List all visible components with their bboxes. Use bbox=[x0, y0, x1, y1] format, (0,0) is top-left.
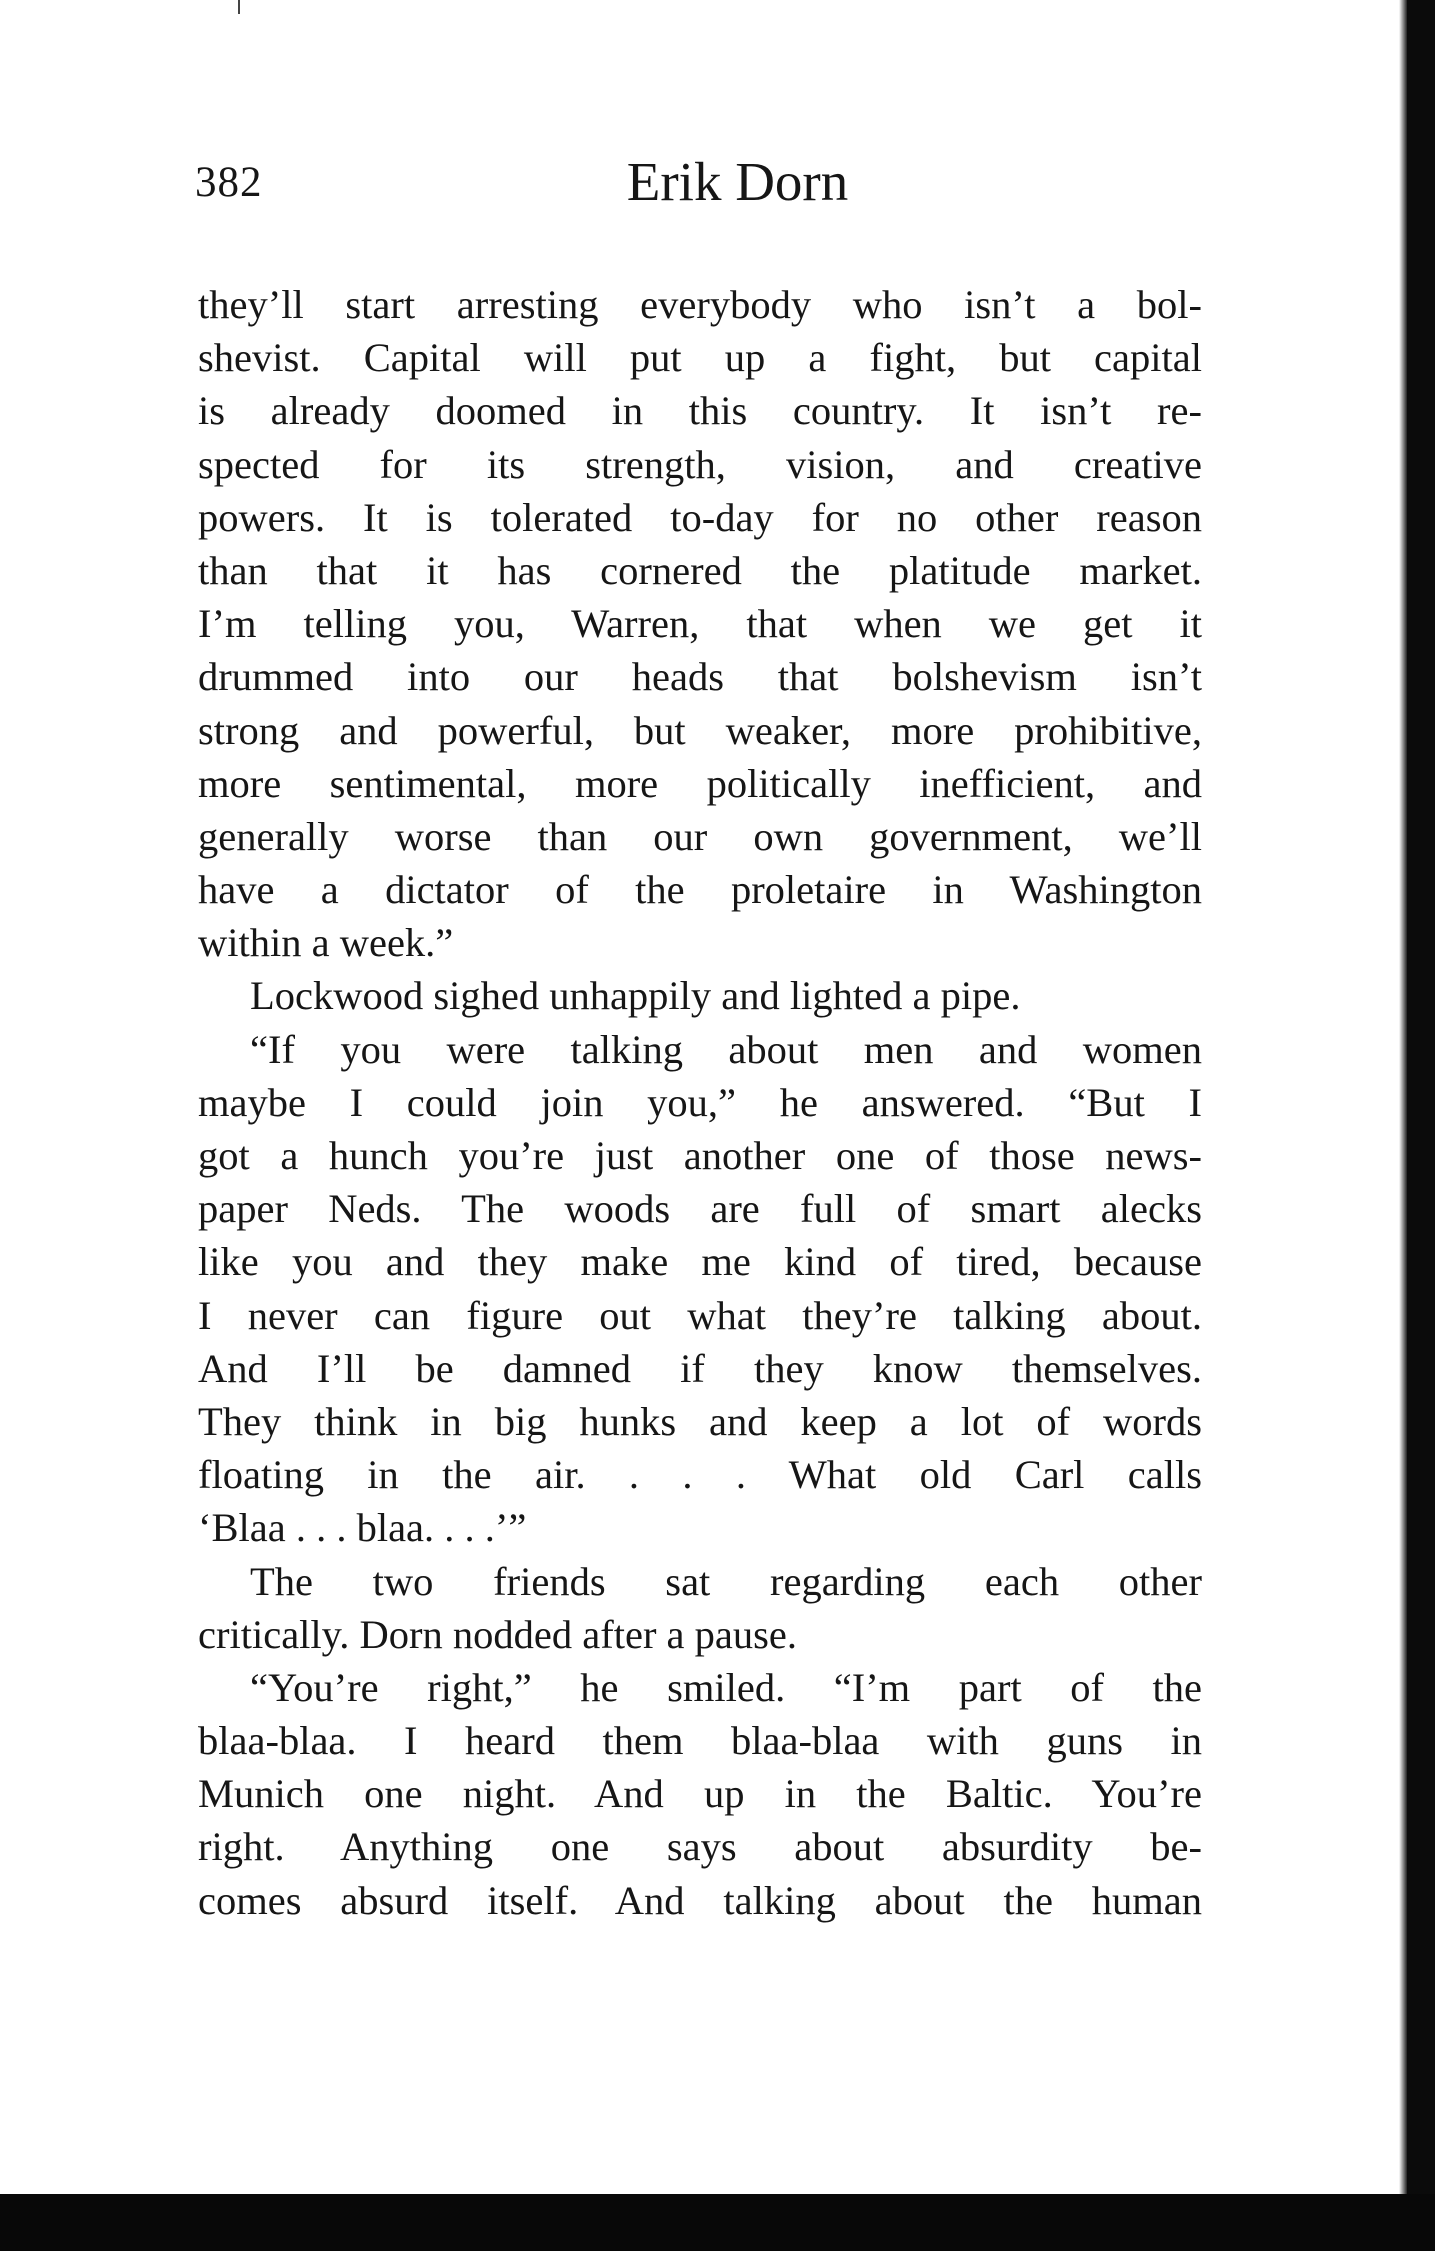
text-line: ‘Blaa . . . blaa. . . .’” bbox=[198, 1505, 527, 1551]
binding-shadow bbox=[1399, 0, 1407, 2200]
text-line: paper Neds. The woods are full of smart alecks bbox=[198, 1186, 1202, 1232]
scan-mark bbox=[238, 0, 240, 14]
scan-bottom-edge bbox=[0, 2194, 1435, 2251]
text-line: Munich one night. And up in the Baltic. You’re bbox=[198, 1771, 1202, 1817]
page-number: 382 bbox=[195, 159, 263, 206]
text-line: blaa-blaa. I heard them blaa-blaa with guns in bbox=[198, 1718, 1202, 1764]
text-line: more sentimental, more politically inefficient, and bbox=[198, 760, 1202, 806]
text-line: generally worse than our own government, we’ll bbox=[198, 813, 1202, 859]
text-line: within a week.” bbox=[198, 920, 454, 966]
text-line: got a hunch you’re just another one of those news- bbox=[198, 1133, 1202, 1178]
body-text bbox=[198, 278, 1202, 1927]
text-line: they’ll start arresting everybody who isn’t a bol- bbox=[198, 282, 1202, 327]
text-line: They think in big hunks and keep a lot of words bbox=[198, 1398, 1202, 1444]
text-line: have a dictator of the proletaire in Washington bbox=[198, 867, 1202, 913]
text-line: powers. It is tolerated to-day for no other reason bbox=[198, 494, 1202, 540]
text-line: I’m telling you, Warren, that when we get it bbox=[198, 601, 1202, 647]
text-line: maybe I could join you,” he answered. “But I bbox=[198, 1079, 1202, 1125]
text-line: shevist. Capital will put up a fight, but capital bbox=[198, 335, 1202, 381]
text-line: spected for its strength, vision, and creative bbox=[198, 441, 1202, 487]
text-line: floating in the air. . . . What old Carl calls bbox=[198, 1452, 1202, 1498]
binding-edge bbox=[1407, 0, 1435, 2251]
running-head-title: Erik Dorn bbox=[626, 151, 849, 212]
text-line: critically. Dorn nodded after a pause. bbox=[198, 1611, 797, 1657]
text-line: comes absurd itself. And talking about the human bbox=[198, 1877, 1202, 1923]
text-line: The two friends sat regarding each other bbox=[250, 1558, 1202, 1604]
text-line: right. Anything one says about absurdity be- bbox=[198, 1824, 1202, 1870]
text-line: I never can figure out what they’re talking about. bbox=[198, 1292, 1202, 1338]
text-line: “You’re right,” he smiled. “I’m part of the bbox=[250, 1664, 1202, 1710]
text-line: And I’ll be damned if they know themselves. bbox=[198, 1345, 1202, 1391]
text-line: than that it has cornered the platitude market. bbox=[198, 547, 1202, 593]
text-line: Lockwood sighed unhappily and lighted a pipe. bbox=[250, 973, 1021, 1019]
text-line: strong and powerful, but weaker, more prohibitive, bbox=[198, 707, 1202, 753]
text-line: is already doomed in this country. It isn’t re- bbox=[198, 388, 1202, 434]
text-line: drummed into our heads that bolshevism isn’t bbox=[198, 654, 1202, 700]
text-line: “If you were talking about men and women bbox=[250, 1026, 1202, 1072]
text-line: like you and they make me kind of tired, because bbox=[198, 1239, 1202, 1285]
